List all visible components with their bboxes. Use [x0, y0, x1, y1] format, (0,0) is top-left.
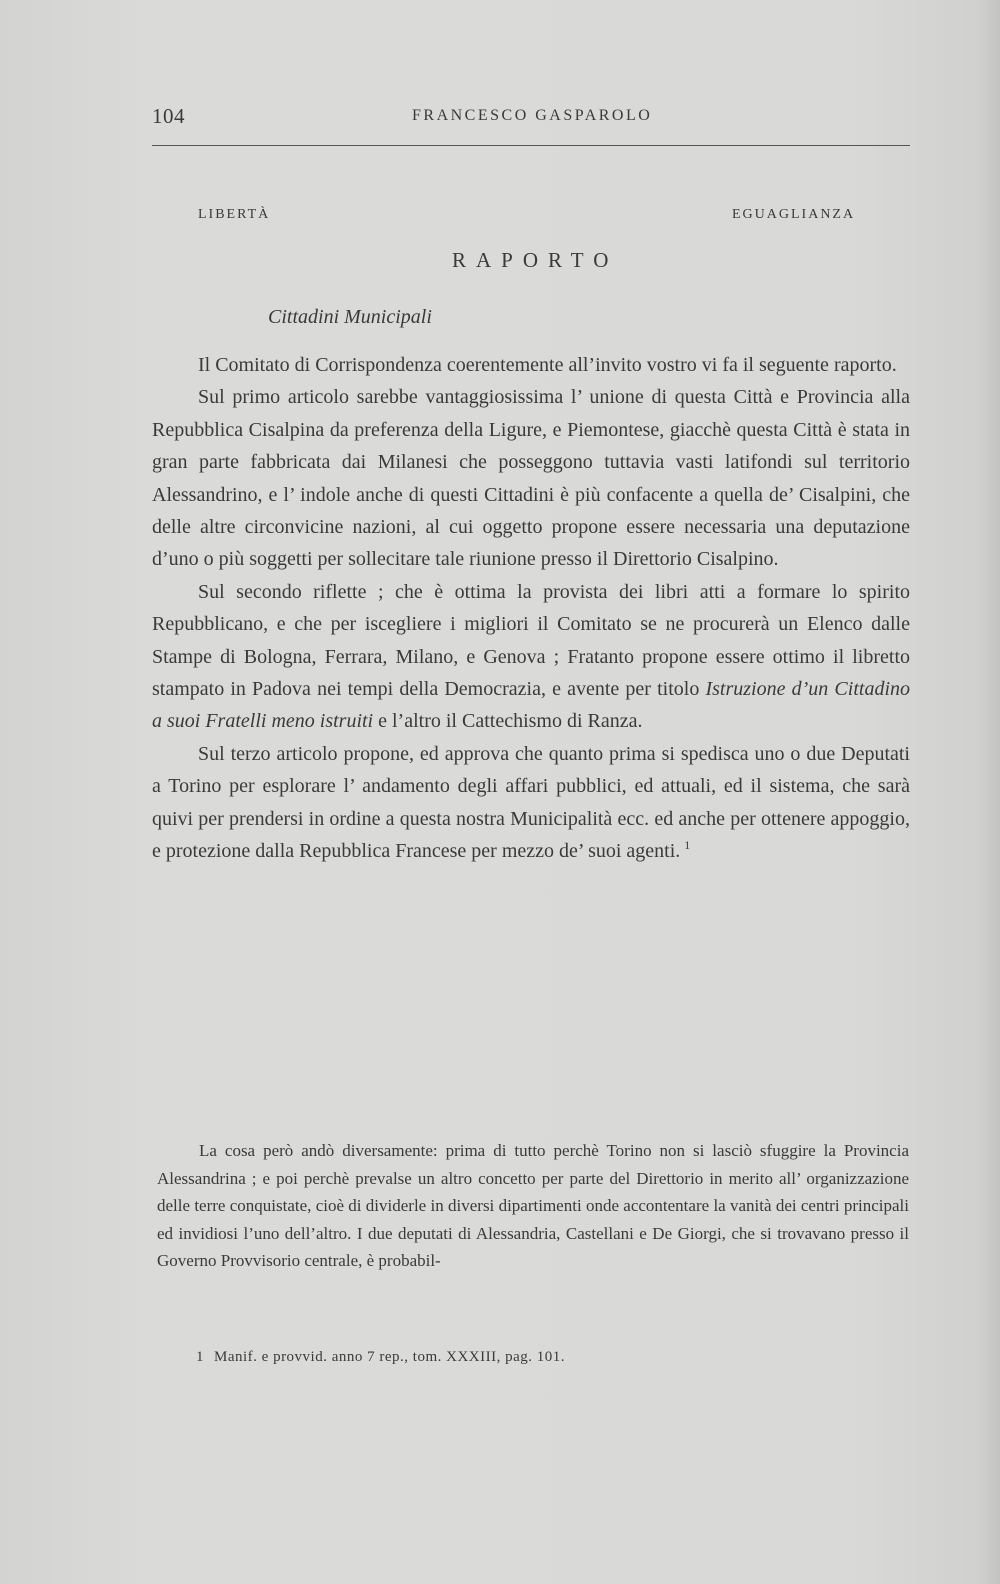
paragraph-third-text: Sul terzo articolo propone, ed approva che quanto prima si spedisca uno o due Deputati a Torino per esplorare l’ andamento degli affari pubblici, ed attuali, ed il sistema, che sarà quivi per prendersi in ordine a questa nostra Municipalità ecc. ed anche per ottenere appoggio, e protezione dalla Repubblica Francese per mezzo de’ suoi agenti. — [152, 742, 910, 863]
book-title-italic: Istruzione d’un Cittadino a suoi Fratelli meno istruiti — [152, 678, 910, 733]
footnote-reference: 1 — [684, 838, 691, 853]
commentary-paragraph: La cosa però andò diversamente: prima di tutto perchè Torino non si lasciò sfuggire la Provincia Alessandrina ; e poi perchè prevalse un altro concetto per parte del Direttorio in merito all’ organizzazione delle terre conquistate, cioè di dividerle in diversi dipartimenti onde accontentare la vanità dei centri principali ed invidiosi l’uno dell’altro. I due deputati di Alessandria, Castellani e De Giorgi, che si trovavano presso il Governo Provvisorio centrale, è probabil- — [157, 1141, 909, 1270]
page-number: 104 — [152, 104, 185, 128]
footnote-text: Manif. e provvid. anno 7 rep., tom. XXXIII, pag. 101. — [214, 1349, 566, 1365]
running-head — [152, 104, 908, 130]
running-title: FRANCESCO GASPAROLO — [412, 107, 653, 124]
paragraph-second-article — [152, 576, 910, 738]
commentary-block — [157, 1137, 909, 1275]
paragraph-second-start: Sul secondo riflette ; che è ottima la provista dei libri atti a formare lo spirito Repubblicano, e che per iscegliere i migliori il Comitato se ne procurerà un Elenco dalle Stampe di Bologna, Ferrara, Milano, e Genova ; Fratanto propone essere ottimo il libretto stampato in Padova nei tempi della Democrazia, e avente per titolo — [152, 580, 910, 701]
paragraph-second-end: e l’altro il Cattechismo di Ranza. — [373, 710, 643, 733]
page-edge-shadow — [978, 0, 1000, 1584]
paragraph-first-article: Sul primo articolo sarebbe vantaggiosissima l’ unione di questa Città e Provincia alla Repubblica Cisalpina da preferenza della Ligure, e Piemontese, giacchè questa Città è stata in gran parte fabbricata dai Milanesi che posseggono tuttavia vasti latifondi sul territorio Alessandrino, e l’ indole anche di questi Cittadini è più confacente a quella de’ Cisalpini, che delle altre circonvicine nazioni, al cui oggetto propone essere necessaria una deputazione d’uno o più soggetti per sollecitare tale riunione presso il Direttorio Cisalpino. — [152, 386, 910, 571]
document-body — [152, 349, 910, 868]
footnote — [196, 1349, 565, 1366]
paragraph-intro: Il Comitato di Corrispondenza coerentemente all’invito vostro vi fa il seguente raporto. — [198, 354, 897, 376]
paragraph-third-article — [152, 738, 910, 868]
document-title: RAPORTO — [452, 248, 619, 272]
motto-eguaglianza: EGUAGLIANZA — [732, 207, 856, 222]
motto-liberta: LIBERTÀ — [198, 207, 271, 222]
header-rule — [152, 145, 910, 146]
footnote-mark: 1 — [196, 1349, 204, 1365]
salutation: Cittadini Municipali — [268, 306, 432, 328]
